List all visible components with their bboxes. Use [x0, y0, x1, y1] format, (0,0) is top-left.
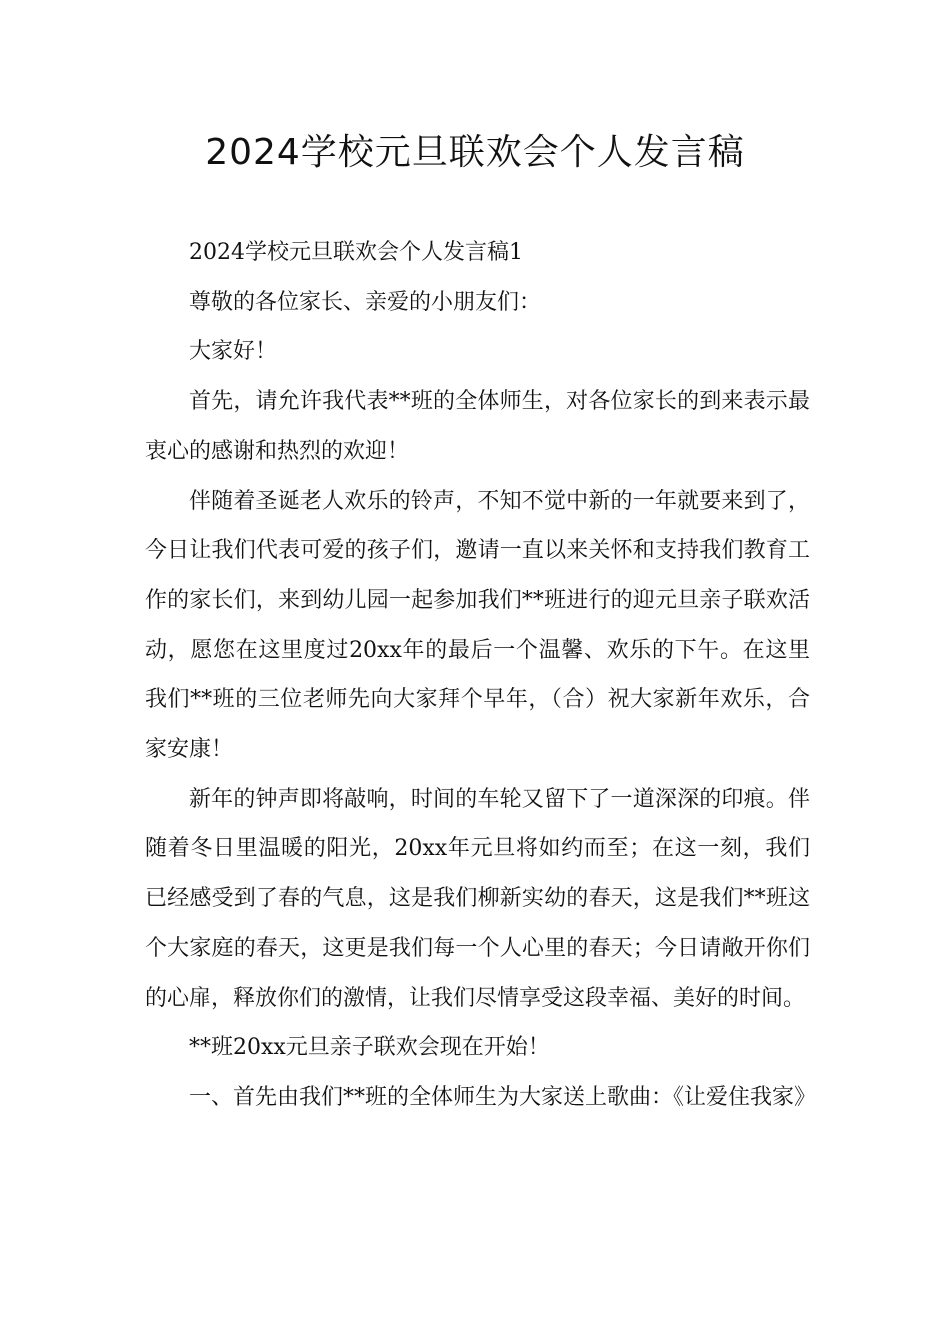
paragraph-invitation: 伴随着圣诞老人欢乐的铃声，不知不觉中新的一年就要来到了，今日让我们代表可爱的孩子们，邀请一直以来关怀和支持我们教育工作的家长们，来到幼儿园一起参加我们**班进行的迎元旦亲子联欢活动，愿您在这里度过20xx年的最后一个温馨、欢乐的下午。在这里我们**班的三位老师先向大家拜个早年，（合）祝大家新年欢乐，合家安康！ [145, 488, 810, 763]
paragraph-welcome: 首先，请允许我代表**班的全体师生，对各位家长的到来表示最衷心的感谢和热烈的欢迎！ [145, 389, 810, 464]
paragraph-new-year: 新年的钟声即将敲响，时间的车轮又留下了一道深深的印痕。伴随着冬日里温暖的阳光，20xx年元旦将如约而至；在这一刻，我们已经感受到了春的气息，这是我们柳新实幼的春天，这是我们**班这个大家庭的春天，这更是我们每一个人心里的春天；今日请敞开你们的心扉，释放你们的激情，让我们尽情享受这段幸福、美好的时间。 [145, 786, 810, 1011]
paragraph-salutation: 尊敬的各位家长、亲爱的小朋友们： [189, 289, 542, 315]
paragraph-program-item: 一、首先由我们**班的全体师生为大家送上歌曲：《让爱住我家》 [189, 1084, 817, 1110]
document-body [145, 228, 817, 1123]
paragraph-opening: **班20xx元旦亲子联欢会现在开始！ [189, 1035, 550, 1061]
document-title: 2024学校元旦联欢会个人发言稿 [205, 132, 745, 173]
paragraph-subtitle: 2024学校元旦联欢会个人发言稿1 [189, 240, 523, 265]
paragraph-greeting: 大家好！ [189, 339, 278, 365]
